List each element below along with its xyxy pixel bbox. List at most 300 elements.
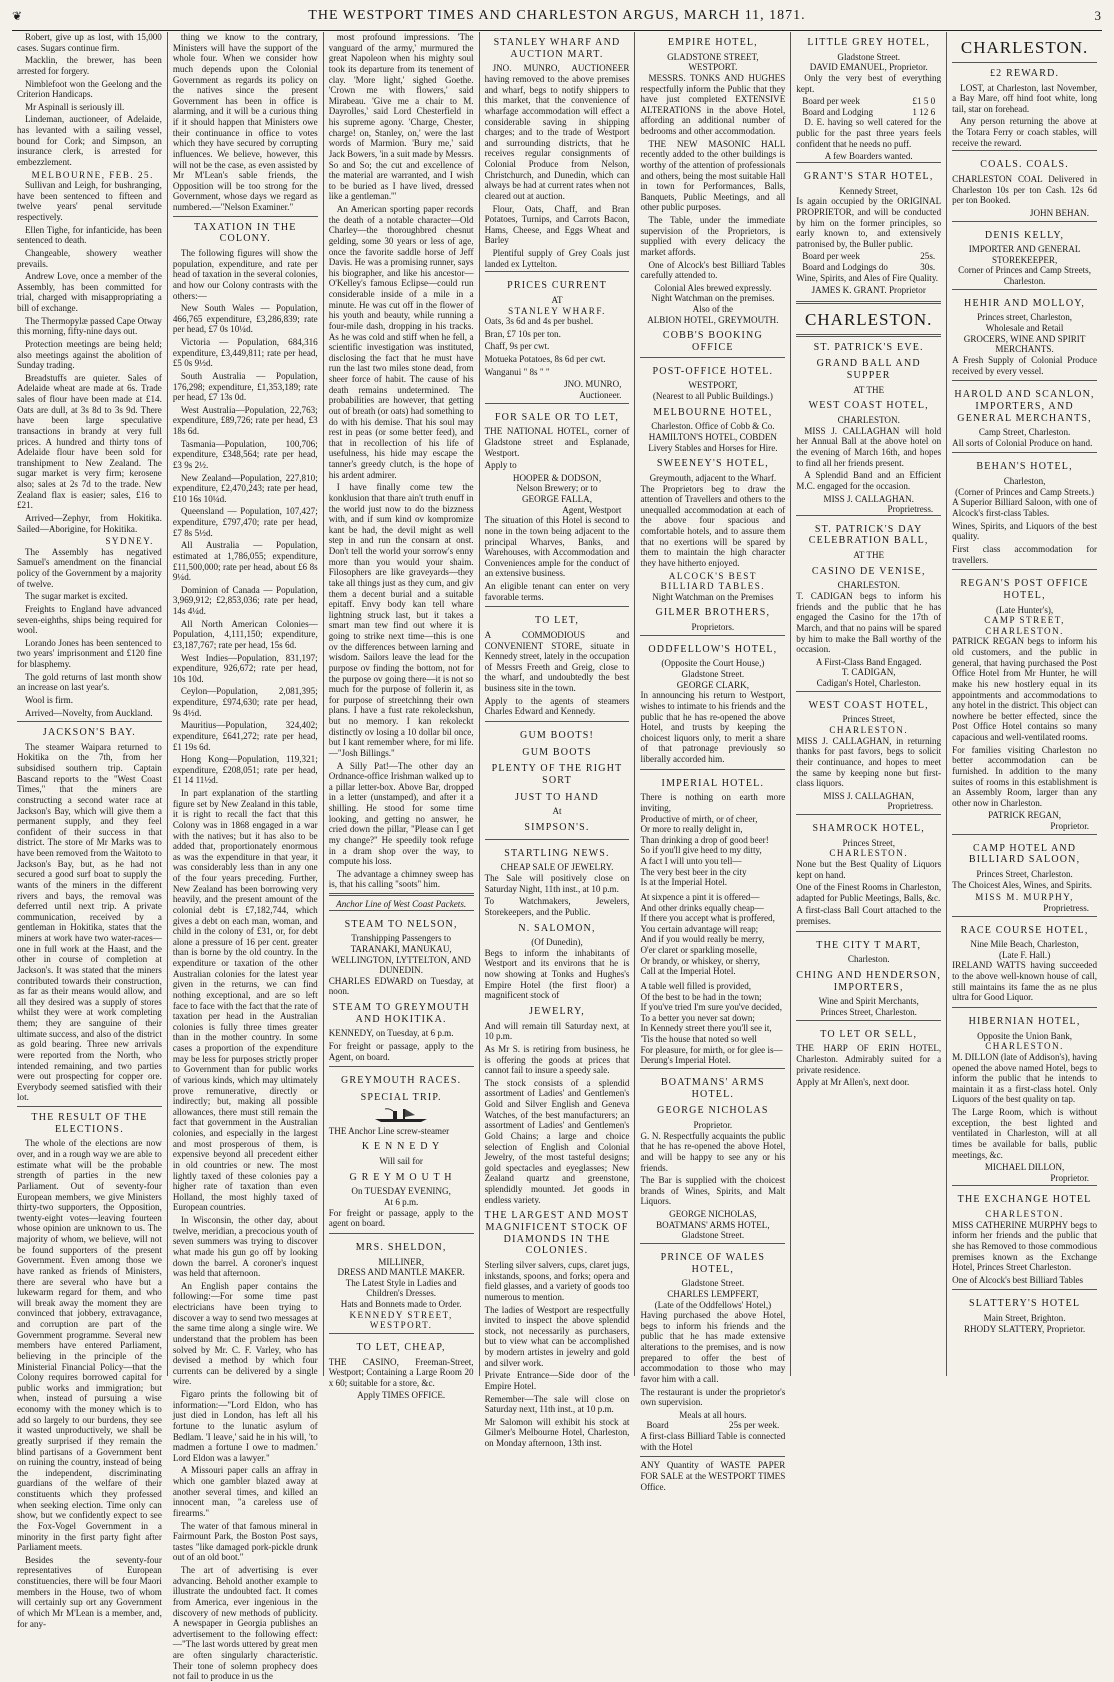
heading-jacksons-bay: JACKSON'S BAY. xyxy=(42,727,136,739)
proprietors: Proprietors. xyxy=(691,622,735,633)
ad-harold xyxy=(952,380,1097,452)
murphy2-body: MISS CATHERINE MURPHY begs to inform her friends and the public that she has Removed to those commodious premises known as the Exchange Hotel, Princes Street Charleston. xyxy=(952,1219,1098,1273)
paragraph: Dominion of Canada — Population, 3,969,912; £2,853,036; rate per head, 14s 4¼d. xyxy=(172,584,318,616)
racecourse-title: RACE COURSE HOTEL, xyxy=(960,924,1089,936)
gumboots-2: GUM BOOTS xyxy=(522,746,592,758)
charleston-title: CHARLESTON. xyxy=(805,309,933,329)
citymart-town: Charleston. xyxy=(847,954,890,965)
oddfellows-title: ODDFELLOW'S HOTEL, xyxy=(648,643,778,655)
news-sydney xyxy=(17,547,162,718)
hamilton: HAMILTON'S HOTEL, COBDEN Livery Stables and Horses for Hire. xyxy=(648,431,778,453)
ad-oddfellows xyxy=(640,635,785,769)
sheldon-dress: DRESS AND MANTLE MAKER. xyxy=(337,1267,465,1278)
verse-line: And other drinks equally cheap— xyxy=(640,902,764,913)
dateline-melbourne: MELBOURNE, FEB. 25. xyxy=(31,169,154,180)
steam-nelson-ports: TARANAKI, MANUKAU, WELLINGTON, LYTTELTON, AND DUNEDIN. xyxy=(331,943,471,976)
grocers: GROCERS, WINE AND SPIRIT MERCHANTS. xyxy=(963,333,1086,355)
callaghan2-sig: MISS J. CALLAGHAN, xyxy=(823,790,914,801)
sheldon-styles: The Latest Style in Ladies and Children's Dresses. xyxy=(345,1277,457,1299)
ad-camp-hotel xyxy=(952,834,1097,916)
paragraph: The steamer Waipara returned to Hokitika on the 7th, from her subsidised southern trip. Captain Bascand reports to the "West Coast Times," that the miners are constructing a second water race at Jackson's Bay, which will give them a permanent supply, and they feel confident of their success in that district. The store of Mr Marks was to have been removed from the Waitoto to Jackson's Bay, but, as he had not secured a good surf boat to supply the wants of the miners in the different rivers and bays, the removal was deferred until next trip. A private communication, received by a gentleman in Hokitika, states that the miners at work have two water-races—one in full work at the Haast, and the other in course of completion at Jackson's. It was stated that the miners contributed towards their construction, as far as their means would allow, and all they desired was a supply of stores whilst they were at work completing them; they are sanguine of their ultimate success, and also of the district as gold bearing. Three new arrivals were reported from the North, who intended remaining, and two parties were out prospecting for copper ore. Everybody seemed satisfied with their lot. xyxy=(17,741,162,1103)
paragraph: Motueka Potatoes, 8s 6d per cwt. xyxy=(484,354,606,365)
board-label: Board xyxy=(646,1420,669,1431)
page-number: 3 xyxy=(1094,8,1102,23)
shamrock-town: CHARLESTON. xyxy=(829,848,909,859)
paragraph: Andrew Love, once a member of the Assembly, has been committed for trial, charged with misappropriating a bill of exchange. xyxy=(17,271,162,313)
ad-slattery xyxy=(952,1289,1097,1336)
ad-grants-star xyxy=(796,162,941,298)
ad-prices-current xyxy=(485,271,630,402)
gumboots-1: GUM BOOTS! xyxy=(520,729,594,741)
paragraph: The advantage a chimney sweep has is, that his calling "soots" him. xyxy=(328,868,474,890)
charleston-town: CHARLESTON. xyxy=(837,415,900,426)
westcoast-hotel: WEST COAST HOTEL, xyxy=(808,400,929,412)
empire-town: WESTPORT. xyxy=(688,62,738,73)
paragraph: Queensland — Population, 107,427; expenditure, £797,470; rate per head, £7 8s 5½d. xyxy=(172,506,318,538)
paragraph: An American sporting paper records the death of a notable character—Old Charley—the thoroughbred chesnut gelding, some 30 years or less of age, once the favorite saddle horse of Jeff Davis. He was a promising runner, says his biographer, and like his ancestor—O'Kelley's famous Eclipse—could run considerable inside of a mile in a minute. He was cut off in the flower of his youth and beauty, while running a four-mile dash, dropping in his tracks. As he was cold and stiff when he fell, a scientific investigation was instituted, disclosing the fact that he must have run the last two miles stone dead, from sheer force of habit. The cause of his death remains undetermined. The probabilities are however, that getting out of breath (or oats) had something to do with his demise. That his soul may rest in peas (or some better feed), and that in recollection of his life of usefulness, his hide may escape the tanner's greedy clutch, is the hope of his ardent admirer. xyxy=(328,204,474,480)
ching-street: Princes Street, Charleston. xyxy=(820,1007,917,1017)
paragraph: Robert, give up as lost, with 15,000 cases. Sugars continue firm. xyxy=(17,32,162,53)
anchor-steamer: THE Anchor Line screw-steamer xyxy=(328,1125,450,1136)
westcoast2-title: WEST COAST HOTEL, xyxy=(808,699,929,711)
hibernian-title: HIBERNIAN HOTEL, xyxy=(968,1015,1081,1027)
watchmakers: To Watchmakers, Jewelers, Storekeepers, and the Public. xyxy=(484,896,630,917)
ad-sheldon xyxy=(329,1233,474,1333)
reward-title: £2 REWARD. xyxy=(989,67,1060,79)
ad-shamrock xyxy=(796,814,941,931)
paragraph: Sullivan and Leigh, for bushranging, have been sentenced to fifteen and twelve years' penal servitude respectively. xyxy=(17,180,162,222)
verse-line: Call at the Imperial Hotel. xyxy=(640,966,736,977)
masthead xyxy=(12,2,1102,31)
slattery-sig: RHODY SLATTERY, Proprietor. xyxy=(963,1323,1086,1334)
remember: Remember—The sale will close on Saturday next, 11th inst., at 10 p.m. xyxy=(484,1393,630,1415)
paragraph: Ceylon—Population, 2,081,395; expenditure, £974,630; rate per head, 9s 4½d. xyxy=(172,686,318,718)
racecourse-beach: Nine Mile Beach, Charleston, xyxy=(970,939,1079,950)
paragraph: South Australia — Population, 176,298; expenditure, £1,353,189; rate per head, £7 13s 0d. xyxy=(172,370,318,403)
paragraph: A Missouri paper calls an affray in which one gambler blazed away at another several times, and killed an innocent man, "a careless use of firearms." xyxy=(172,1465,318,1518)
camp-title: CAMP HOTEL AND BILLIARD SALOON, xyxy=(968,842,1081,866)
lempfert-late: (Late of the Oddfellows' Hotel,) xyxy=(654,1299,772,1310)
sheldon-address: KENNEDY STREET, WESTPORT. xyxy=(349,1309,453,1331)
board-week-label: Board per week xyxy=(802,96,860,107)
casino-venise: CASINO DE VENISE, xyxy=(811,565,926,577)
article-continuation xyxy=(173,32,318,213)
cadigan-sig: T. CADIGAN, xyxy=(841,667,896,678)
grants-body: Is again occupied by the ORIGINAL PROPRIETOR, and will be conducted by him on the former principles, so early known to, and extensively patronised by, the Buller public. xyxy=(796,196,942,249)
shamrock-ball: A first-class Ball Court attached to the premises. xyxy=(796,905,942,927)
paragraph: Wanganui " 8s " " xyxy=(484,366,550,377)
paragraph: Tasmania—Population, 100,706; expenditure, £348,564; rate per head, £3 9s 2½. xyxy=(172,438,318,470)
will-sail: Will sail for xyxy=(379,1156,423,1166)
paragraph: Arrived—Zephyr, from Hokitika. Sailed—Aborigine, for Hokitika. xyxy=(17,512,162,534)
greymouth: G R E Y M O U T H xyxy=(349,1171,453,1183)
paragraph: The whole of the elections are now over, and in a rough way we are able to estimate what will be the probable strength of parties in the new Parliament. Out of seventy-four European members, we give Ministers thirty-two supporters, the Opposition, twenty-eight votes—leaving fourteen whose opinion are unknown to us. The majority of whom, we believe, will not be found supporters of the present Government. Even among those we have ranked as friends of Ministers, there are several who have but a lukewarm regard for them, and who will break away the moment they are convinced that jobbery, extravagance, and corruption are part of the Government programme. Several new members have entered Parliament, believing in the principle of the Ministerial Financial Policy—that the Colony requires borrowed capital for public works and immigration; but when, instead of pursuing a wise economy with the money which is to add so largely to our burdens, they see it wasted unproductively, we shall be greatly surprised if they remain the blind partisans of a Government bent on ruining the country, instead of being the independent, discriminating guardians of the welfare of their constituents which they professed when seeking election. Time only can show, but we confidently expect to see the Fox-Vogel Government in a minority in the first party fight after Parliament meets. xyxy=(17,1138,162,1553)
columns xyxy=(12,32,1102,1682)
ad-westcoast-hotel xyxy=(796,691,941,814)
verse-line: If there you accept what is proffered, xyxy=(640,913,775,924)
paragraph: All North American Colonies—Population, 4,111,150; expenditure, £3,187,767; rate per head, 15s 6d. xyxy=(172,618,318,650)
sheldon-hats: Hats and Bonnets made to Order. xyxy=(340,1299,462,1309)
prices-wharf: STANLEY WHARF. xyxy=(508,305,606,316)
behan: JOHN BEHAN. xyxy=(1029,207,1090,218)
boarders: A few Boarders wanted. xyxy=(824,151,913,162)
wharf-body: JNO. MUNRO, AUCTIONEER having removed to the above premises and wharf, begs to notify shippers to this market, that the convenience of wharfage accommodation will effect a considerable saving in shipping charges; and to the trade of Westport and surrounding districts, that he receives regular consignments of Colonial Produce from Nelson, Christchurch, and Dunedin, which can always be had at current rates when not cleared out at auction. xyxy=(484,63,630,201)
simpsons: SIMPSON'S. xyxy=(524,822,590,833)
verse-line: If you've tried I'm sure you've decided, xyxy=(640,1002,782,1013)
ad-gum-boots xyxy=(485,721,630,839)
also: Also of the xyxy=(692,304,734,315)
regan-sig: PATRICK REGAN, xyxy=(988,810,1062,821)
emanuel: DAVID EMANUEL, Proprietor. xyxy=(809,62,928,73)
proprietress-2: Proprietress. xyxy=(887,801,934,812)
paragraph: Bran, £7 10s per ton. xyxy=(484,328,561,339)
gladstone-st: Gladstone Street. xyxy=(681,1230,745,1241)
ching-title: CHING AND HENDERSON, IMPORTERS, xyxy=(796,970,942,993)
news-top xyxy=(17,32,162,168)
dillon-prop: Proprietor. xyxy=(1050,1172,1090,1183)
ladies: The ladies of Westport are respectfully invited to inspect the above splendid stock, not necessarily as purchasers, but to view what can be accomplished by modern artistes in jewelry and gold and silver work. xyxy=(484,1304,630,1368)
paragraph: Breadstuffs are quieter. Sales of Adelaide wheat are made at 6s. Trade sales of flour have been made at £14. Oats are dull, at 3s 8d to 3s 9d. There have been large speculative transactions in brandy at very full prices. A hundred and thirty tons of Adelaide flour have been sold for transhipment to New Zealand. The sugar market is very firm; kerosene also; sales at 2s 7d to the trade. New Zealand flax is easier; sales, £16 to £21. xyxy=(17,372,162,511)
regans-late: (Late Hunter's), xyxy=(995,604,1054,615)
behans-first: First class accommodation for travellers. xyxy=(952,543,1098,565)
camp-street: Princes Street, Charleston. xyxy=(976,869,1073,879)
sheldon-milliner: MILLINER, xyxy=(378,1256,424,1267)
alcock: One of Alcock's best Billiard Tables carefully attended to. xyxy=(640,259,786,281)
board-lodging-label: Board and Lodging xyxy=(802,106,874,117)
heading-elections: THE RESULT OF THE ELECTIONS. xyxy=(31,1112,148,1135)
steam-nelson-body: Transhipping Passengers to xyxy=(351,933,451,944)
oddfellows-opp: (Opposite the Court House,) xyxy=(661,658,765,669)
racecourse-late: (Late F. Hall.) xyxy=(998,949,1051,960)
paragraph: The art of advertising is ever advancing. Behold another example to illustrate the undoubted fact. It comes from America, ever ingenious in the discovery of new methods of publicity. A newspaper in Georgia publishes an advertisement to the following effect:—"The last words uttered by great men are often singularly characteristic. Their tone of solemn prophecy does not fail to produce in us the xyxy=(172,1565,318,1682)
clark: GEORGE CLARK, xyxy=(676,679,749,690)
paragraph: Oats, 3s 6d and 4s per bushel. xyxy=(484,316,594,327)
verse-line: A fact I will unto you tell— xyxy=(640,856,742,867)
freight-note: For freight or passage, apply to the Agent, on board. xyxy=(328,1041,474,1062)
ad-greymouth-races xyxy=(329,1066,474,1233)
camp-choicest: The Choicest Ales, Wines, and Spirits. xyxy=(952,879,1093,890)
harold-street: Camp Street, Charleston. xyxy=(978,427,1071,438)
paragraph: Ellen Tighe, for infanticide, has been sentenced to death. xyxy=(17,224,162,246)
prices-sig: JNO. MUNRO, xyxy=(564,379,622,390)
harp-body: THE HARP OF ERIN HOTEL, Charleston. Admirably suited for a private residence. xyxy=(796,1043,942,1075)
ad-prince-of-wales xyxy=(640,1243,785,1456)
column-3 xyxy=(324,32,480,1401)
ad-regans xyxy=(952,569,1097,834)
board-price: 25s per week. xyxy=(729,1420,780,1431)
paragraph: Chaff, 9s per cwt. xyxy=(484,341,550,352)
reward-body: LOST, at Charleston, last November, a Bay Mare, off hind foot white, long tail, star on forehead. xyxy=(952,82,1098,114)
steamship-icon xyxy=(371,1107,431,1123)
stock-body: The stock consists of a splendid assortment of Ladies' and Gentlemen's Gold and Silver English and Geneva Watches, of the best manufacturers; an assortment of Ladies' and Gentlemen's Gold Chains; a large and choice selection of English and Colonial Jewelry, of the most tasteful designs; gold spectacles and eyeglasses; New Zealand quartz and greenstone, splendidly mounted. Jet goods in endless variety. xyxy=(484,1077,630,1205)
paragraph: Hong Kong—Population, 119,321; expenditure, £208,051; rate per head, £1 14 11½d. xyxy=(172,754,318,786)
ad-boatmans xyxy=(640,1068,785,1243)
news-melbourne xyxy=(17,180,162,534)
behans-title: BEHAN'S HOTEL, xyxy=(976,461,1073,473)
falla: GEORGE FALLA, xyxy=(521,494,593,504)
oddfellows-street: Gladstone Street. xyxy=(681,669,745,679)
imperial-verse xyxy=(640,792,785,1066)
grants-wines: Wine, Spirits, and Ales of Fire Quality. xyxy=(796,272,939,283)
ad-kelly xyxy=(952,221,1097,289)
slattery-title: SLATTERY'S HOTEL xyxy=(968,1298,1081,1310)
table-note: The Table, under the immediate supervision of the Proprietors, is supplied with every delicacy the market affords. xyxy=(640,215,786,257)
special-trip: SPECIAL TRIP. xyxy=(360,1092,442,1103)
stpatricks: ST. PATRICK'S EVE. xyxy=(813,341,924,353)
grants-board-row xyxy=(796,251,941,262)
column-5 xyxy=(635,32,791,1492)
grants-lodging-row xyxy=(796,262,941,273)
shamrock-body: None but the Best Quality of Liquors kept on hand. xyxy=(796,858,942,880)
wholesale: Wholesale and Retail xyxy=(985,323,1064,333)
coals-title: COALS. COALS. xyxy=(980,159,1069,171)
gilmer: GILMER BROTHERS, xyxy=(655,607,771,619)
verse-line: To a better you never sat down; xyxy=(640,1012,755,1023)
hooper: HOOPER & DODSON, xyxy=(512,472,602,483)
littlegrey-title: LITTLE GREY HOTEL, xyxy=(807,37,931,48)
cadigan-hotel: Cadigan's Hotel, Charleston. xyxy=(816,678,921,689)
paragraph: An English paper contains the following:—For some time past electricians have been trying to discover a way to send two messages at the same time along a single wire. We understand that the problem has been solved by Mr. C. F. Varley, who has devised a method by which four currents can be delivered by a single wire. xyxy=(172,1280,318,1387)
colonial-ales: Colonial Ales brewed expressly. xyxy=(654,282,772,293)
deb-body: D. E. having so well catered for the public for the past three years feels confident that he needs no puff. xyxy=(796,117,942,149)
ad-waste-paper xyxy=(640,1456,785,1496)
steam-nelson-title: STEAM TO NELSON, xyxy=(344,918,458,930)
citymart-title: THE CITY T MART, xyxy=(816,939,922,951)
verse-line: Is at the Imperial Hotel. xyxy=(640,877,728,888)
sweeney-title: SWEENEY'S HOTEL, xyxy=(656,458,769,470)
ad-behans xyxy=(952,452,1097,569)
restaurant: The restaurant is under the proprietor's own supervision. xyxy=(640,1386,786,1408)
albion: ALBION HOTEL, GREYMOUTH. xyxy=(647,314,779,325)
salomon: N. SALOMON, xyxy=(518,922,596,934)
sweeney-body: The Proprietors beg to draw the attention of Travellers and others to the unequalled accommodation at each of the above four spacious and comfortable hotels, and to assure them that no exertions will be spared by them to maintain the high character they have hitherto enjoyed. xyxy=(640,483,786,568)
melbourne-title: MELBOURNE HOTEL, xyxy=(653,406,773,418)
prices-role: Auctioneer. xyxy=(579,389,622,400)
paragraph: Wool is firm. xyxy=(25,694,74,705)
billiard: A first-class Billiard Table is connected with the Hotel xyxy=(640,1431,786,1452)
startling: STARTLING NEWS. xyxy=(504,847,610,859)
national-body: THE NATIONAL HOTEL, corner of Gladstone street and Esplanade, Westport. xyxy=(484,426,630,458)
anchor-line-heading: Anchor Line of West Coast Packets. xyxy=(336,899,467,909)
hibernian-town: CHARLESTON. xyxy=(985,1041,1064,1052)
ireland-body: IRELAND WATTS having succeeded to the above well-known house of call, still maintains its fame the as ne plus ultra for Good Liquor. xyxy=(952,960,1098,1003)
callaghan-body: MISS J. CALLAGHAN will hold her Annual Ball at the above hotel on the evening of March 16th, and hopes to find all her friends present. xyxy=(796,425,942,468)
masthead-title: THE WESTPORT TIMES AND CHARLESTON ARGUS, MARCH 11, 1871. xyxy=(308,8,806,23)
verse-line: And if you would really be merry, xyxy=(640,934,765,945)
harp-title: TO LET OR SELL, xyxy=(820,1028,918,1040)
coals-body: CHARLESTON COAL Delivered in Charleston 10s per ton Cash. 12s 6d per ton Booked. xyxy=(952,174,1098,206)
kelly-addr: Corner of Princes and Camp Streets, Charleston. xyxy=(958,265,1091,287)
dillon-body: M. DILLON (late of Addison's), having opened the above named Hotel, begs to inform the public that he intends to maintain it as a first-class hotel. Only Liquors of the best quality on tap. xyxy=(952,1051,1098,1105)
paragraph: Changeable, showery weather prevails. xyxy=(17,247,162,269)
paragraph: New South Wales — Population, 466,765 expenditure, £3,286,839; rate per head, £7 0s 10¼d. xyxy=(172,303,318,335)
ad-steam-nelson xyxy=(329,910,474,1067)
kennedy: K E N N E D Y xyxy=(361,1141,441,1153)
ad-casino-tolet xyxy=(329,1333,474,1403)
paragraph: The gold returns of last month show an increase on last year's. xyxy=(17,671,162,693)
ad-city-mart xyxy=(796,931,941,1020)
board-lodging-price: 1 12 6 xyxy=(912,106,936,117)
harp-apply: Apply at Mr Allen's, next door. xyxy=(796,1077,910,1088)
wharf-goods: Flour, Oats, Chaff, and Bran Potatoes, Turnips, and Carrots Bacon, Hams, Cheese, and Eggs Wheat and Barley xyxy=(484,203,630,246)
regan-families: For families visiting Charleston no better accommodation can be furnished. In addition to the many suites of rooms in this establishment is an Assembly Room, larger than any other now in Charleston. xyxy=(952,744,1098,808)
shamrock-street: Princes Street, xyxy=(842,837,895,848)
grants-street: Kennedy Street, xyxy=(839,185,899,196)
plenty: PLENTY OF THE RIGHT SORT xyxy=(491,763,623,786)
column-6 xyxy=(791,32,947,1376)
murphy-prop: Proprietress. xyxy=(1043,902,1090,913)
postoffice-town: WESTPORT, xyxy=(688,380,738,391)
apply-times: Apply TIMES OFFICE. xyxy=(357,1390,446,1401)
ad-coals xyxy=(952,150,1097,220)
nicholas-title: GEORGE NICHOLAS xyxy=(657,1105,769,1117)
paragraph: New Zealand—Population, 227,810; expenditure, £2,470,243; rate per head, £10 16s 10¼d. xyxy=(172,472,318,504)
board-week-price: £1 5 0 xyxy=(912,96,936,107)
paragraph: The sugar market is excited. xyxy=(25,591,128,602)
casino-text: THE CASINO, Freeman-Street, Westport; Containing a Large Room 20 x 60; suitable for a store, &c. xyxy=(328,1356,474,1388)
column-4 xyxy=(480,32,636,1448)
prices-title: PRICES CURRENT xyxy=(507,280,607,292)
tolet-cheap: TO LET, CHEAP, xyxy=(356,1341,446,1353)
paragraph: I have finally come tew the konklusion that thare ain't truth enuff in the world just now to do the bizzness with, and if sum kind ov kompromize kant be had, the devil might as well step in and run the consarn at onst. Don't tell the world your sorrow's enny more than you would your shaim. Filosophers are like graveyards—they take all things just as they cum, and giv them a decent burial and a suitable epitaff. Envy body kan tell whare lightning struck last, but it takes a smart man tew find out where it is going to strike next time—this is one ov the differences between larning and wisdom. Sailors leave the lead for the purpose ov finding the bottom, not for the purpose ov going there—it is not so much for the purpose of follerin it, as for purpose of streetchinng their own plans. I have a fust rate rekoleckshun, but no memory. I kan rekoleckt distinctly ov losing a 10 dollar bil once, but I kant remember where, for mi life.—"Josh Billings." xyxy=(328,482,474,758)
shamrock-rooms: One of the Finest Rooms in Charleston, adapted for Public Meetings, Balls, &c. xyxy=(796,882,942,903)
night-watch: Night Watchman on the premises. xyxy=(651,293,775,304)
prices-list xyxy=(485,316,630,377)
paragraph: West Australia—Population, 22,763; expenditure, £89,726; rate per head, £3 18s 6d. xyxy=(172,404,318,436)
shamrock-title: SHAMROCK HOTEL, xyxy=(812,823,925,834)
paragraph: most profound impressions. 'The vanguard of the army,' murmured the great Napoleon when his mighty soul took its departure from its tenement of clay. 'More light,' sighed Goethe. 'Crown me with flowers,' said Mirabeau. 'Give me a chair to M. Dayrolles,' said Lord Chesterfield in his supreme agony. 'Charge, Chester, charge! on, Stanley, on,' were the last words of Marmion. 'Bury me,' said Jack Bowers, 'in a suit made by Messrs. So and So; the cut and excellence of the material are warranted, and I wish to be buried as I have lived, dressed like a gentleman.'" xyxy=(328,32,474,202)
princes-st: Princes Street, xyxy=(842,714,895,725)
hehir-street: Princes street, Charleston, xyxy=(977,312,1073,323)
verse-line: The very best beer in the city xyxy=(640,866,747,877)
behans-wines: Wines, Spirits, and Liquors of the best quality. xyxy=(952,520,1098,542)
prince-title: PRINCE OF WALES HOTEL, xyxy=(660,1251,766,1275)
column-2 xyxy=(168,32,324,1682)
sale-title: FOR SALE OR TO LET, xyxy=(494,411,620,423)
verse-line: 'Tis the house that noted so well xyxy=(640,1034,757,1045)
paragraph: The following figures will show the population, expenditure, and rate per head of taxation in the several colonies, and how our Colony contrasts with the others:— xyxy=(172,248,318,301)
verse-line: For pleasure, for mirth, or for glee is— xyxy=(640,1044,783,1055)
masonic: THE NEW MASONIC HALL recently added to the other buildings is worthy of the attention of professionals and others, being the most suitable Hall in town for Performances, Balls, Banquets, Public Meetings, and all other public purposes. xyxy=(640,138,786,213)
verse-line: Of the best to be had in the town; xyxy=(640,991,762,1002)
string-band: A First-Class Band Engaged. xyxy=(815,656,922,667)
paragraph: Macklin, the brewer, has been arrested for forgery. xyxy=(17,55,162,76)
ching-wine: Wine and Spirit Merchants, xyxy=(818,996,919,1007)
waste-title: ANY Quantity of WASTE PAPER FOR SALE at the WESTPORT TIMES Office. xyxy=(640,1460,786,1492)
column-7 xyxy=(947,32,1102,1376)
salomon-of: (Of Dunedin), xyxy=(531,937,583,948)
ad-jewelry xyxy=(485,839,630,1453)
ad-harp-of-erin xyxy=(796,1020,941,1092)
charleston-2: CHARLESTON. xyxy=(837,580,900,591)
regan-prop: Proprietor. xyxy=(1050,821,1090,831)
article-taxation xyxy=(173,248,318,1682)
on-tuesday: On TUESDAY EVENING, xyxy=(351,1186,451,1197)
article-elections xyxy=(17,1138,162,1629)
harold-produce: All sorts of Colonial Produce on hand. xyxy=(952,437,1093,448)
kelly-title: DENIS KELLY, xyxy=(984,229,1065,241)
empire-title: EMPIRE HOTEL, xyxy=(667,37,758,48)
cheap-sale: CHEAP SALE OF JEWELRY. xyxy=(500,862,614,873)
charleston-3: CHARLESTON. xyxy=(829,725,909,735)
paragraph: Nimblefoot won the Geelong and the Criterion Handicaps. xyxy=(17,78,162,100)
ad-casino-ball xyxy=(796,515,941,691)
verse-line: Or more to really delight in, xyxy=(640,824,743,835)
nicholas-2: GEORGE NICHOLAS, xyxy=(669,1209,757,1219)
ornament-icon: ❦ xyxy=(12,8,24,23)
salomon-body: Begs to inform the inhabitants of Westport and its environs that he is now showing at Tonks and Hughes's Empire Hotel (the first floor) a magnificent stock of xyxy=(484,947,630,1001)
ad-hibernian xyxy=(952,1007,1097,1185)
board-lodging-row xyxy=(796,107,941,118)
jewelry: JEWELRY, xyxy=(529,1005,585,1017)
melbourne-sub: Charleston. Office of Cobb & Co. xyxy=(651,421,775,432)
paragraph: Freights to England have advanced seven-eighths, ships being required for wool. xyxy=(17,603,162,636)
kelly-sub: IMPORTER AND GENERAL STOREKEEPER, xyxy=(968,244,1081,265)
board-price-row xyxy=(640,1420,785,1431)
paragraph: Figaro prints the following bit of information:—"Lord Eldon, who has just died in London, has left all his fortune to the lunatic asylum of Bedlam. 'I leave,' said he in his will, 'to madmen a fortune I owe to madmen.' Lord Eldon was a lawyer." xyxy=(172,1389,318,1463)
at-six: At 6 p.m. xyxy=(383,1196,419,1207)
verse-line: So if you'll give heed to my ditty, xyxy=(640,845,762,856)
stpatricks-day: ST. PATRICK'S DAY CELEBRATION BALL, xyxy=(808,523,929,547)
meals: Meals at all hours. xyxy=(679,1409,747,1420)
nelson-brewery: Nelson Brewery; or to xyxy=(516,483,598,494)
steam-nelson-sail: CHARLES EDWARD on Tuesday, at noon. xyxy=(328,975,474,997)
wharf-coals: Plentiful supply of Grey Coals just landed ex Lyttelton. xyxy=(484,248,630,269)
verse-line: Than drinking a drop of good beer! xyxy=(640,834,769,845)
bar-body: The Bar is supplied with the choicest brands of Wines, Spirits, and Malt Liquors. xyxy=(640,1175,786,1207)
hehir-title: HEHIR AND MOLLOY, xyxy=(964,297,1086,309)
boatmans-title: BOATMANS' ARMS HOTEL. xyxy=(660,1076,765,1100)
apply-to: Apply to xyxy=(484,460,517,471)
verse-line: Derung's Imperial Hotel. xyxy=(640,1055,731,1066)
cobbs: COBB'S BOOKING OFFICE xyxy=(662,330,763,353)
cadigan-body: T. CADIGAN begs to inform his friends and the public that he has engaged the Casino for the 17th of March, and that no pains will be spared by him to make the Ball worthy of the occasion. xyxy=(796,591,942,655)
paragraph: In part explanation of the startling figure set by New Zealand in this table, it is right to recall the fact that this Colony was in 1868 engaged in a war with the natives; but it has also to be added that, proportionately enormous as was the expenditure in that year, it was considerably less than in any one of the four years preceding. Further, New Zealand has been borrowing very heavily, and the present amount of the colonial debt is £7,182,744, which gives a debt on each man, woman, and child in the colony of £31, or, for debt alone a pressure of 16 per cent. greater than is borne by the old country. In the expenditure or taxation of the other Australian colonies for the latest year given in the returns, we can find nothing exceptional, and are so left face to face with the fact that the rate of taxation per head in the Australian colonies is fully three times greater than in the mother country. In some cases a proportion of the expenditure may be less for purposes strictly proper to Government than for public works of various kinds, which may ultimately prove remunerative, directly or indirectly; but, making all possible allowances, there must still remain the fact that government in the Australian colonies, and especially in the largest and most prosperous of them, is expensive beyond all precedent either in old countries or new. The most lightly taxed of these colonies pay a higher rate of taxation than even Holland, the most highly taxed of European countries. xyxy=(172,788,318,1213)
paragraph: Lindeman, auctioneer, of Adelaide, has levanted with a sailing vessel, bound for Cork; and Simpson, an insurance clerk, is arrested for embezzlement. xyxy=(17,114,162,167)
reward-return: Any person returning the above at the Totara Ferry or coach stables, will receive the reward. xyxy=(952,116,1098,148)
paragraph: Protection meetings are being held; also meetings against the abolition of Sunday trading. xyxy=(17,338,162,371)
fresh: A Fresh Supply of Colonial Produce received by every vessel. xyxy=(952,354,1098,376)
verse-line: Productive of mirth, or of cheer, xyxy=(640,813,758,824)
at: At xyxy=(552,806,562,817)
paragraph: West Indies—Population, 831,197; expenditure, 926,672; rate per head, 10s 10d. xyxy=(172,652,318,684)
jewelry-open: And will remain till Saturday next, at 10 p.m. xyxy=(484,1020,630,1042)
paragraph: thing we know to the contrary, Ministers will have the support of the whole four. When we consider how much depends upon the Colonial Government as regards its policy on the natives since the present Government has been in office is alarming, and it will be a curious thing if it should happen that Ministers owe their continuance in office to votes which they have secured by corrupting influences. We believe, however, this will not be the case, as even assisted by Mr M'Lean's sable friends, the Opposition will be too strong for the Government, whose days we regard as numbered.—"Nelson Examiner." xyxy=(172,32,318,212)
callaghan2-body: MISS J. CALLAGHAN, in returning thanks for past favors, begs to solicit their continuance, and hopes to meet the same by keeping none but first-class liquors. xyxy=(796,735,942,789)
verse-line: There is nothing on earth more inviting, xyxy=(640,792,786,813)
littlegrey-street: Gladstone Street. xyxy=(837,51,901,62)
exchange-title: THE EXCHANGE HOTEL xyxy=(957,1194,1092,1206)
ad-racecourse xyxy=(952,916,1097,1007)
national-note: The situation of this Hotel is second to none in the town being adjacent to the principal Wharves, Banks, and Warehouses, with Accommodation and Conveniences ample for the conduct of an extensive business. xyxy=(484,515,630,579)
ad-hehir xyxy=(952,289,1097,380)
paragraph: The Thermopylæ passed Cape Otway this morning, fifty-nine days out. xyxy=(17,315,162,337)
paragraph: Arrived—Novelty, from Auckland. xyxy=(25,707,153,718)
ad-store-tolet xyxy=(485,606,630,721)
dillon-room: The Large Room, which is without exception, the best lighted and ventilated in Charleston, will at all times be available for balls, public meetings, &c. xyxy=(952,1107,1098,1160)
ad-exchange xyxy=(952,1185,1097,1289)
grants-lodging-price: 30s. xyxy=(920,262,936,272)
exchange-town: CHARLESTON. xyxy=(985,1209,1064,1220)
ad-national-hotel xyxy=(485,403,630,607)
nicholas-body: G. N. Respectfully acquaints the public that he has re-opened the above Hotel, and will be happy to see any or his friends. xyxy=(640,1130,786,1173)
steam-greymouth-title: STEAM TO GREYMOUTH AND HOKITIKA. xyxy=(332,1002,470,1025)
paragraph: Besides the seventy-four representatives of European constituencies, there will be four Maori members in the House, two of whom will certainly sup ort any Government of which Mr M'Lean is a member, and, for any- xyxy=(17,1554,162,1629)
grants-board-price: 25s. xyxy=(920,251,936,262)
exhibit: Mr Salomon will exhibit his stock at Gilmer's Melbourne Hotel, Charleston, on Monday afternoon, 13th inst. xyxy=(484,1416,630,1448)
prices-at: AT xyxy=(551,294,563,305)
charleston-header: CHARLESTON. xyxy=(960,38,1089,57)
